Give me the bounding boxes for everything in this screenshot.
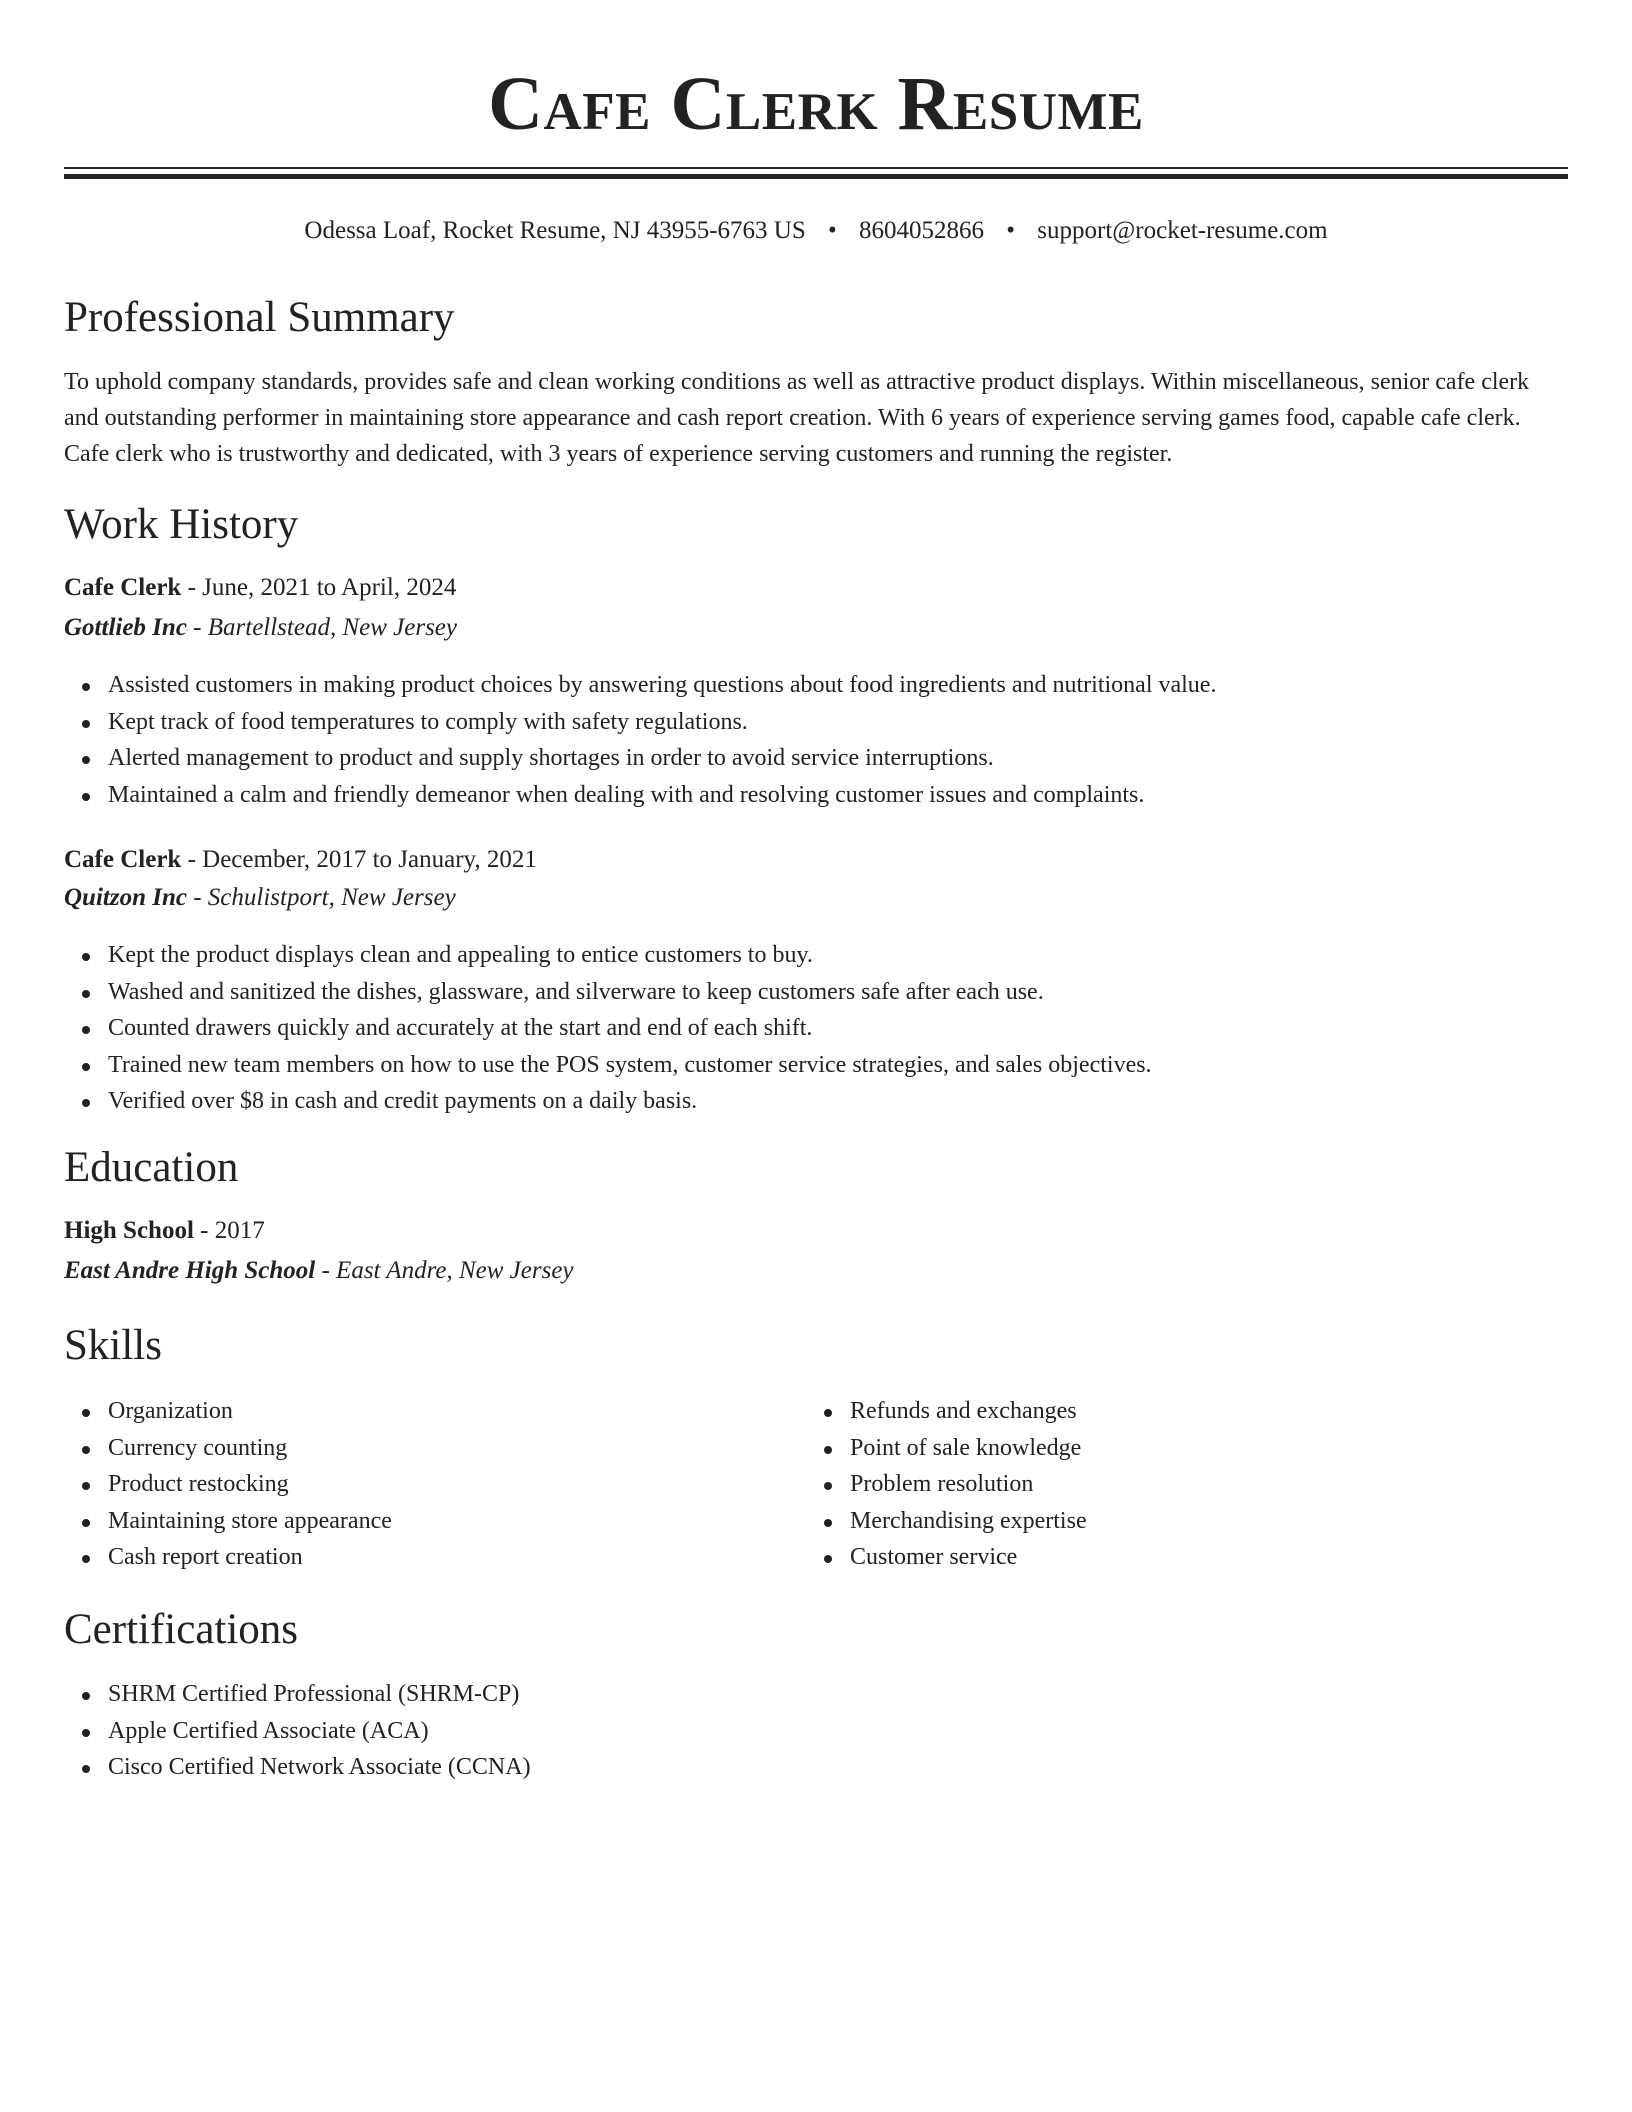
education-location: - East Andre, New Jersey — [315, 1257, 574, 1284]
job-title: Cafe Clerk — [64, 846, 182, 873]
job-dates: - June, 2021 to April, 2024 — [181, 574, 457, 601]
list-item: Point of sale knowledge — [850, 1430, 1087, 1467]
job-location: - Schulistport, New Jersey — [186, 884, 456, 911]
education-year: - 2017 — [193, 1217, 265, 1244]
job-company: Gottlieb Inc — [64, 614, 187, 641]
contact-address: Odessa Loaf, Rocket Resume, NJ 43955-6763 US — [304, 217, 806, 244]
list-item: Customer service — [850, 1539, 1087, 1576]
list-item: Maintained a calm and friendly demeanor when dealing with and resolving customer issues and complaints. — [108, 777, 1216, 814]
skills-heading: Skills — [64, 1322, 162, 1369]
job-title: Cafe Clerk — [64, 574, 182, 601]
contact-phone: 8604052866 — [859, 217, 985, 244]
list-item: Trained new team members on how to use the POS system, customer service strategies, and sales objectives. — [108, 1047, 1152, 1084]
contact-email: support@rocket-resume.com — [1037, 217, 1328, 244]
job-company-line — [64, 611, 457, 645]
list-item: Currency counting — [108, 1430, 392, 1467]
list-item: Problem resolution — [850, 1466, 1087, 1503]
list-item: Verified over $8 in cash and credit payments on a daily basis. — [108, 1083, 1152, 1120]
list-item: Assisted customers in making product choices by answering questions about food ingredients and nutritional value. — [108, 667, 1216, 704]
job-title-line — [64, 571, 456, 605]
job-company: Quitzon Inc — [64, 884, 187, 911]
education-degree-line — [64, 1214, 265, 1248]
list-item: Cash report creation — [108, 1539, 392, 1576]
job-dates: - December, 2017 to January, 2021 — [181, 846, 537, 873]
list-item: Merchandising expertise — [850, 1503, 1087, 1540]
education-degree: High School — [64, 1217, 194, 1244]
list-item: Counted drawers quickly and accurately at the start and end of each shift. — [108, 1010, 1152, 1047]
work-history-heading: Work History — [64, 501, 299, 548]
job-duties-list — [64, 937, 1152, 1120]
job-duties-list — [64, 667, 1216, 813]
education-heading: Education — [64, 1144, 239, 1191]
skills-list-left — [64, 1393, 392, 1576]
summary-text: To uphold company standards, provides safe and clean working conditions as well as attractive product displays. Within miscellaneous, senior cafe clerk and outstanding performer in maintaining store appearance and cash report creation. With 6 years of experience serving games food, capable cafe clerk. Cafe clerk who is trustworthy and dedicated, with 3 years of experience serving customers and running the register. — [64, 369, 1530, 467]
certifications-heading: Certifications — [64, 1606, 299, 1653]
list-item: Cisco Certified Network Associate (CCNA) — [108, 1749, 531, 1786]
resume-page — [64, 0, 1568, 1780]
contact-separator: • — [1006, 217, 1016, 244]
list-item: SHRM Certified Professional (SHRM-CP) — [108, 1676, 531, 1713]
resume-title: Cafe Clerk Resume — [488, 62, 1144, 146]
skills-list-right — [806, 1393, 1087, 1576]
list-item: Alerted management to product and supply shortages in order to avoid service interruptions. — [108, 740, 1216, 777]
contact-separator: • — [828, 217, 837, 244]
job-location: - Bartellstead, New Jersey — [186, 614, 457, 641]
education-school-line — [64, 1254, 574, 1288]
job-title-line — [64, 843, 537, 877]
list-item: Kept track of food temperatures to comply with safety regulations. — [108, 704, 1216, 741]
education-school: East Andre High School — [64, 1257, 316, 1284]
list-item: Refunds and exchanges — [850, 1393, 1087, 1430]
summary-heading: Professional Summary — [64, 294, 455, 341]
contact-line — [64, 214, 1568, 248]
list-item: Kept the product displays clean and appealing to entice customers to buy. — [108, 937, 1152, 974]
list-item: Product restocking — [108, 1466, 392, 1503]
title-divider-thick — [64, 174, 1568, 179]
list-item: Apple Certified Associate (ACA) — [108, 1713, 531, 1750]
list-item: Organization — [108, 1393, 392, 1430]
list-item: Washed and sanitized the dishes, glassware, and silverware to keep customers safe after each use. — [108, 974, 1152, 1011]
certifications-list — [64, 1676, 531, 1786]
title-divider-thin — [64, 167, 1568, 169]
list-item: Maintaining store appearance — [108, 1503, 392, 1540]
job-company-line — [64, 881, 456, 915]
